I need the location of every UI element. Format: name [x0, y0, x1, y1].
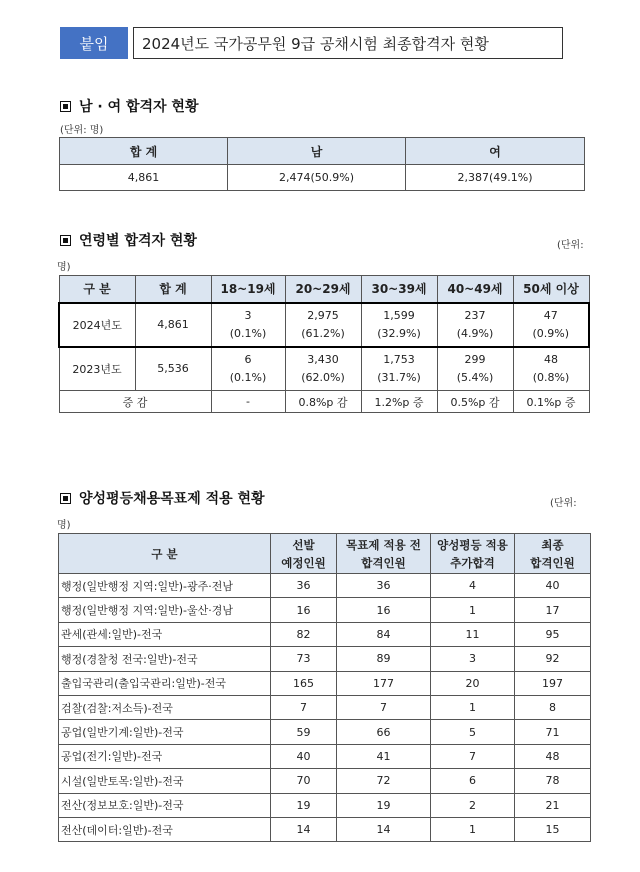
equality-unit-label-b: 명) — [57, 520, 71, 531]
age-unit-label-b: 명) — [57, 262, 71, 273]
table-row — [59, 622, 591, 646]
age-header-50-plus: 50세 이상 — [513, 276, 589, 303]
row-value: 4 — [431, 574, 515, 598]
row-year: 2024년도 — [59, 303, 135, 347]
gender-header-total: 합 계 — [60, 138, 228, 165]
row-value: 71 — [515, 720, 591, 744]
change-50-plus: 0.1%p 증 — [513, 391, 589, 413]
age-cell: 237 (4.9%) — [437, 303, 513, 347]
row-category: 전산(정보보호:일반)-전국 — [59, 793, 271, 817]
table-row — [59, 769, 591, 793]
row-value: 8 — [515, 695, 591, 719]
filled-square-icon — [60, 101, 71, 112]
row-value: 2 — [431, 793, 515, 817]
row-category: 관세(관세:일반)-전국 — [59, 622, 271, 646]
row-category: 행정(경찰청 전국:일반)-전국 — [59, 647, 271, 671]
table-row — [59, 647, 591, 671]
gender-header-male: 남 — [228, 138, 406, 165]
equality-header-final: 최종 합격인원 — [515, 534, 591, 574]
gender-total-value: 4,861 — [60, 165, 228, 191]
row-value: 41 — [337, 744, 431, 768]
table-row — [59, 671, 591, 695]
row-category: 출입국관리(출입국관리:일반)-전국 — [59, 671, 271, 695]
change-row — [59, 391, 589, 413]
row-total: 5,536 — [135, 347, 211, 391]
row-value: 89 — [337, 647, 431, 671]
gender-section-title: 남 · 여 합격자 현황 — [79, 99, 199, 115]
age-header-20-29: 20~29세 — [285, 276, 361, 303]
row-value: 36 — [271, 574, 337, 598]
age-cell: 1,753 (31.7%) — [361, 347, 437, 391]
age-cell: 3 (0.1%) — [211, 303, 285, 347]
age-header-total: 합 계 — [135, 276, 211, 303]
equality-section-heading — [60, 488, 265, 508]
age-cell: 48 (0.8%) — [513, 347, 589, 391]
age-cell: 1,599 (32.9%) — [361, 303, 437, 347]
equality-header-planned: 선발 예정인원 — [271, 534, 337, 574]
row-value: 7 — [337, 695, 431, 719]
gender-header-female: 여 — [406, 138, 585, 165]
age-header-30-39: 30~39세 — [361, 276, 437, 303]
gender-table — [59, 137, 585, 191]
row-value: 16 — [271, 598, 337, 622]
row-value: 1 — [431, 817, 515, 841]
change-20-29: 0.8%p 감 — [285, 391, 361, 413]
gender-male-value: 2,474(50.9%) — [228, 165, 406, 191]
table-row — [59, 817, 591, 841]
row-value: 3 — [431, 647, 515, 671]
table-row — [59, 720, 591, 744]
age-section-title: 연령별 합격자 현황 — [79, 233, 197, 249]
age-unit-label-a: (단위: — [557, 240, 584, 251]
equality-header-added: 양성평등 적용 추가합격 — [431, 534, 515, 574]
row-value: 16 — [337, 598, 431, 622]
row-value: 7 — [431, 744, 515, 768]
change-40-49: 0.5%p 감 — [437, 391, 513, 413]
table-row — [59, 744, 591, 768]
row-value: 78 — [515, 769, 591, 793]
age-cell: 3,430 (62.0%) — [285, 347, 361, 391]
gender-female-value: 2,387(49.1%) — [406, 165, 585, 191]
age-table — [58, 275, 590, 413]
row-category: 행정(일반행정 지역:일반)-울산·경남 — [59, 598, 271, 622]
equality-table — [58, 533, 591, 842]
age-header-category: 구 분 — [59, 276, 135, 303]
row-value: 48 — [515, 744, 591, 768]
filled-square-icon — [60, 493, 71, 504]
row-value: 59 — [271, 720, 337, 744]
change-18-19: - — [211, 391, 285, 413]
row-category: 검찰(검찰:저소득)-전국 — [59, 695, 271, 719]
equality-unit-label-a: (단위: — [550, 498, 577, 509]
row-value: 19 — [337, 793, 431, 817]
row-category: 전산(데이터:일반)-전국 — [59, 817, 271, 841]
table-row — [59, 793, 591, 817]
row-value: 17 — [515, 598, 591, 622]
attachment-badge: 붙임 — [60, 27, 128, 59]
row-value: 73 — [271, 647, 337, 671]
row-total: 4,861 — [135, 303, 211, 347]
equality-table-body — [59, 574, 591, 842]
age-cell: 299 (5.4%) — [437, 347, 513, 391]
row-value: 11 — [431, 622, 515, 646]
age-cell: 2,975 (61.2%) — [285, 303, 361, 347]
row-value: 82 — [271, 622, 337, 646]
equality-section-title: 양성평등채용목표제 적용 현황 — [79, 491, 265, 507]
row-value: 165 — [271, 671, 337, 695]
table-row — [59, 347, 589, 391]
row-value: 72 — [337, 769, 431, 793]
row-value: 14 — [337, 817, 431, 841]
row-year: 2023년도 — [59, 347, 135, 391]
row-value: 84 — [337, 622, 431, 646]
document-title: 2024년도 국가공무원 9급 공채시험 최종합격자 현황 — [133, 27, 563, 59]
gender-section-heading — [60, 96, 198, 116]
row-value: 15 — [515, 817, 591, 841]
row-category: 공업(전기:일반)-전국 — [59, 744, 271, 768]
row-value: 6 — [431, 769, 515, 793]
age-section-heading — [60, 230, 197, 250]
row-value: 177 — [337, 671, 431, 695]
row-value: 19 — [271, 793, 337, 817]
filled-square-icon — [60, 235, 71, 246]
gender-unit-label: (단위: 명) — [60, 125, 104, 136]
table-row — [59, 574, 591, 598]
change-30-39: 1.2%p 증 — [361, 391, 437, 413]
age-cell: 47 (0.9%) — [513, 303, 589, 347]
row-category: 시설(일반토목:일반)-전국 — [59, 769, 271, 793]
row-value: 36 — [337, 574, 431, 598]
row-category: 행정(일반행정 지역:일반)-광주·전남 — [59, 574, 271, 598]
row-value: 14 — [271, 817, 337, 841]
row-value: 40 — [515, 574, 591, 598]
age-header-18-19: 18~19세 — [211, 276, 285, 303]
table-row — [59, 303, 589, 347]
row-value: 95 — [515, 622, 591, 646]
row-value: 1 — [431, 695, 515, 719]
row-value: 40 — [271, 744, 337, 768]
row-value: 20 — [431, 671, 515, 695]
age-header-40-49: 40~49세 — [437, 276, 513, 303]
row-value: 66 — [337, 720, 431, 744]
row-value: 7 — [271, 695, 337, 719]
change-label: 증 감 — [59, 391, 211, 413]
row-value: 197 — [515, 671, 591, 695]
row-value: 1 — [431, 598, 515, 622]
table-row — [59, 598, 591, 622]
row-value: 70 — [271, 769, 337, 793]
row-value: 5 — [431, 720, 515, 744]
equality-header-category: 구 분 — [59, 534, 271, 574]
table-row — [59, 695, 591, 719]
age-cell: 6 (0.1%) — [211, 347, 285, 391]
row-value: 92 — [515, 647, 591, 671]
row-category: 공업(일반기계:일반)-전국 — [59, 720, 271, 744]
row-value: 21 — [515, 793, 591, 817]
equality-header-before: 목표제 적용 전 합격인원 — [337, 534, 431, 574]
